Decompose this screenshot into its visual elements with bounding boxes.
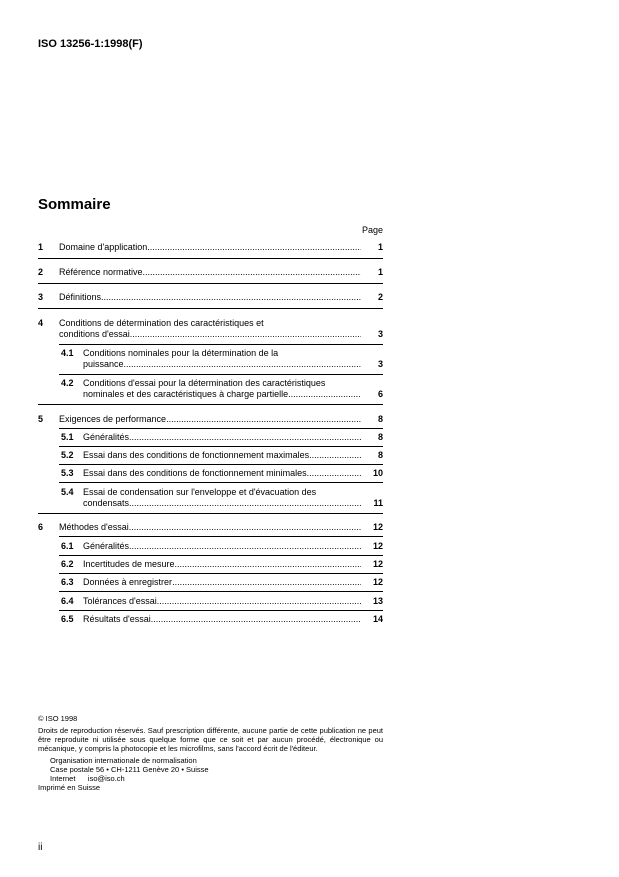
toc-page: 14	[372, 614, 383, 624]
toc-title: Essai dans des conditions de fonctionnement maximales	[83, 450, 310, 460]
divider	[59, 446, 383, 447]
toc-title-line: Essai de condensation sur l'enveloppe et d'évacuation des	[83, 487, 317, 497]
page-number: ii	[38, 842, 43, 853]
toc-number: 3	[38, 292, 44, 302]
toc-title-line: Conditions de détermination des caractéristiques et	[59, 318, 264, 328]
document-id: ISO 13256-1:1998(F)	[38, 38, 143, 50]
toc-title-line: Conditions d'essai pour la détermination des caractéristiques	[83, 378, 326, 388]
copyright-notice	[38, 714, 383, 792]
toc-title: Données à enregistrer	[83, 577, 173, 587]
divider	[59, 555, 383, 556]
toc-number: 4.2	[61, 378, 74, 388]
divider	[59, 428, 383, 429]
divider	[38, 404, 383, 405]
toc-number: 6.2	[61, 559, 74, 569]
divider	[59, 344, 383, 345]
toc-page: 8	[377, 432, 383, 442]
toc-number: 5.4	[61, 487, 74, 497]
page-title: Sommaire	[38, 196, 111, 213]
toc-title: Exigences de performance	[59, 414, 167, 424]
toc-page: 11	[373, 498, 383, 508]
toc-page: 8	[377, 450, 383, 460]
toc-page: 3	[377, 329, 383, 339]
divider	[59, 464, 383, 465]
toc-page: 6	[377, 389, 383, 399]
toc-title-line: Conditions nominales pour la détermination de la	[83, 348, 279, 358]
divider	[59, 536, 383, 537]
toc-title: Généralités	[83, 432, 130, 442]
toc-title: Méthodes d'essai	[59, 522, 129, 532]
toc-page: 1	[377, 242, 383, 252]
divider	[59, 573, 383, 574]
toc-title: Définitions	[59, 292, 102, 302]
toc-page: 12	[372, 541, 383, 551]
divider	[59, 610, 383, 611]
toc-page: 12	[372, 522, 383, 532]
toc-title-line: nominales et des caractéristiques à charge partielle	[83, 389, 289, 399]
divider	[38, 258, 383, 259]
toc-number: 4	[38, 318, 44, 328]
toc-number: 6.1	[61, 541, 74, 551]
divider	[59, 591, 383, 592]
toc-title-line: puissance	[83, 359, 124, 369]
toc-number: 5.3	[61, 468, 74, 478]
toc-page: 2	[377, 292, 383, 302]
toc-page: 8	[377, 414, 383, 424]
toc-number: 6	[38, 522, 44, 532]
printed-in: Imprimé en Suisse	[38, 783, 101, 792]
toc-title: Tolérances d'essai	[83, 596, 157, 606]
toc-page: 1	[377, 267, 383, 277]
toc-number: 6.5	[61, 614, 74, 624]
toc-number: 6.3	[61, 577, 74, 587]
toc-title: Référence normative	[59, 267, 143, 277]
postal-address: Case postale 56 • CH-1211 Genève 20 • Suisse	[50, 765, 209, 774]
toc-page: 12	[372, 559, 383, 569]
toc-title: Incertitudes de mesure	[83, 559, 175, 569]
toc-number: 6.4	[61, 596, 74, 606]
divider	[59, 482, 383, 483]
toc-page: 12	[372, 577, 383, 587]
toc-number: 5	[38, 414, 44, 424]
copyright-line: © ISO 1998	[38, 714, 78, 723]
toc-title: Généralités	[83, 541, 130, 551]
divider	[38, 308, 383, 309]
toc-title-line: conditions d'essai	[59, 329, 130, 339]
toc-number: 2	[38, 267, 44, 277]
toc-page: 10	[372, 468, 383, 478]
page-column-label: Page	[361, 225, 383, 235]
toc-page: 13	[372, 596, 383, 606]
rights-text: Droits de reproduction réservés. Sauf prescription différente, aucune partie de cette publication ne peut être reproduite ni utilisée sous quelque forme que ce soit et par aucun procédé, électronique ou mécanique, y compris la photocopie et les microfilms, sans l'accord écrit de l'éditeur.	[38, 726, 383, 753]
organization-name: Organisation internationale de normalisation	[50, 756, 197, 765]
toc-title: Essai dans des conditions de fonctionnement minimales	[83, 468, 307, 478]
toc-number: 4.1	[61, 348, 74, 358]
toc-page: 3	[377, 359, 383, 369]
toc-title: Domaine d'application	[59, 242, 148, 252]
divider	[38, 283, 383, 284]
toc-title-line: condensats	[83, 498, 130, 508]
divider	[38, 513, 383, 514]
toc-title: Résultats d'essai	[83, 614, 151, 624]
toc-number: 5.2	[61, 450, 74, 460]
internet-contact: Internet iso@iso.ch	[50, 774, 125, 783]
toc-number: 1	[38, 242, 44, 252]
toc-number: 5.1	[61, 432, 74, 442]
divider	[59, 374, 383, 375]
